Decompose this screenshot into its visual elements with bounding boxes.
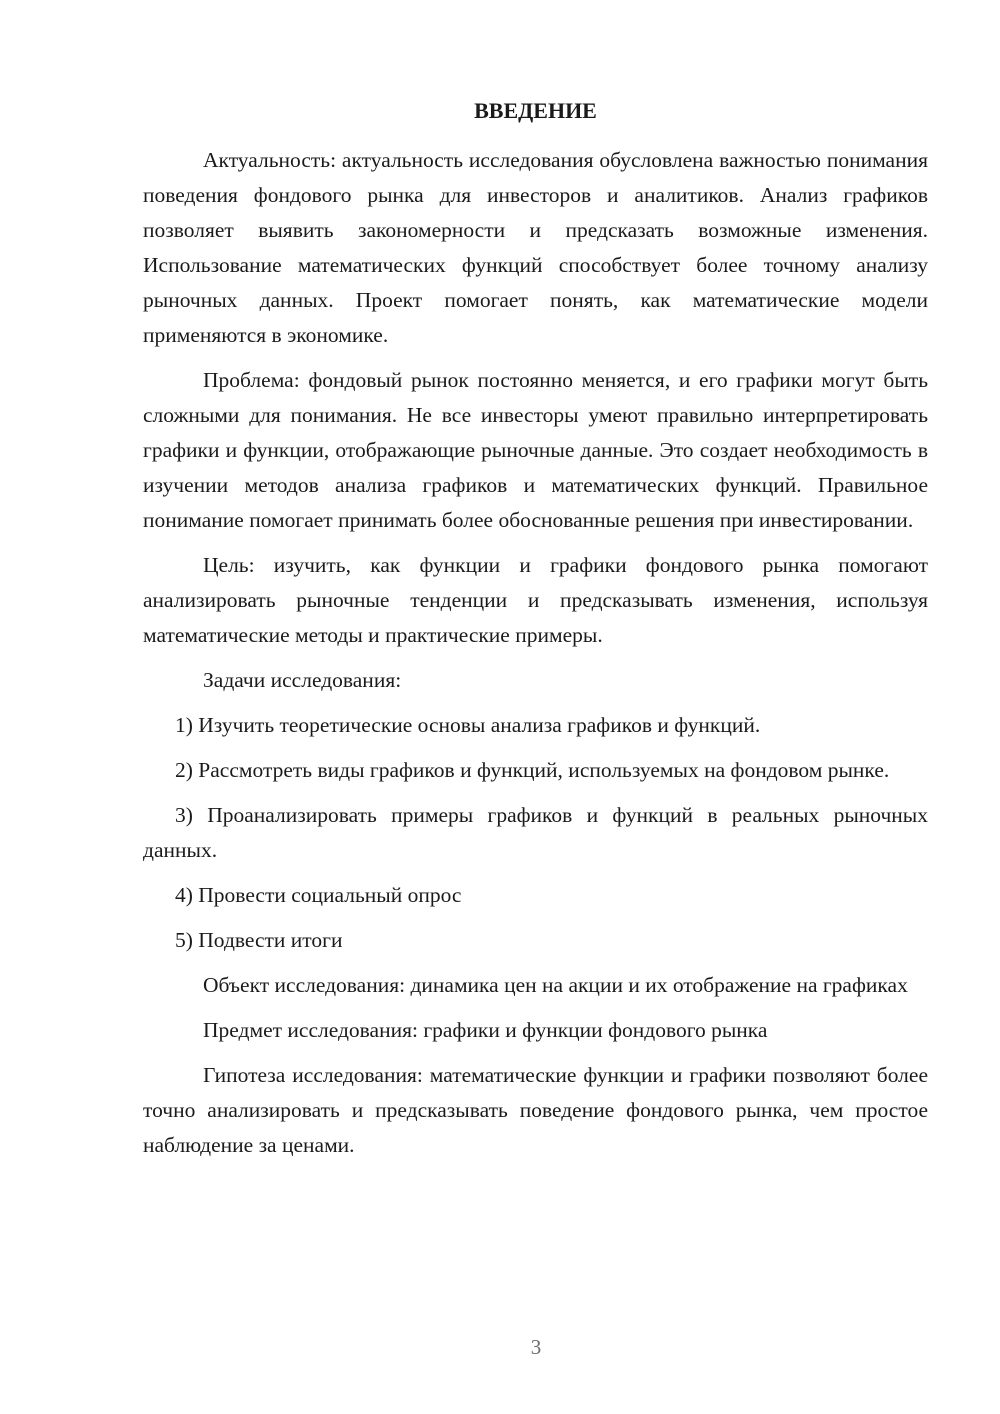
section-title: ВВЕДЕНИЕ xyxy=(474,98,597,123)
paragraph-subject: Предмет исследования: графики и функции фондового рынка xyxy=(203,1018,768,1042)
page-number: 3 xyxy=(530,1335,542,1359)
list-item-task-4: 4) Провести социальный опрос xyxy=(175,883,462,907)
document-body xyxy=(143,143,928,1173)
paragraph-hypothesis: Гипотеза исследования: математические функции и графики позволяют более точно анализировать и предсказывать поведение фондового рынка, чем простое наблюдение за ценами. xyxy=(143,1063,928,1157)
list-item-task-3: 3) Проанализировать примеры графиков и функций в реальных рыночных данных. xyxy=(143,803,928,862)
list-item-task-1: 1) Изучить теоретические основы анализа графиков и функций. xyxy=(175,713,761,737)
paragraph-tasks-heading: Задачи исследования: xyxy=(203,668,402,692)
list-item-task-5: 5) Подвести итоги xyxy=(175,928,343,952)
paragraph-object: Объект исследования: динамика цен на акции и их отображение на графиках xyxy=(203,973,908,997)
paragraph-problem: Проблема: фондовый рынок постоянно меняется, и его графики могут быть сложными для понимания. Не все инвесторы умеют правильно интерпретировать графики и функции, отображающие рыночные данные. Это создает необходимость в изучении методов анализа графиков и математических функций. Правильное понимание помогает принимать более обоснованные решения при инвестировании. xyxy=(143,368,928,532)
paragraph-relevance: Актуальность: актуальность исследования обусловлена важностью понимания поведения фондового рынка для инвесторов и аналитиков. Анализ графиков позволяет выявить закономерности и предсказать возможные изменения. Использование математических функций способствует более точному анализу рыночных данных. Проект помогает понять, как математические модели применяются в экономике. xyxy=(143,148,928,347)
paragraph-goal: Цель: изучить, как функции и графики фондового рынка помогают анализировать рыночные тенденции и предсказывать изменения, используя математические методы и практические примеры. xyxy=(143,553,928,647)
list-item-task-2: 2) Рассмотреть виды графиков и функций, используемых на фондовом рынке. xyxy=(175,758,890,782)
